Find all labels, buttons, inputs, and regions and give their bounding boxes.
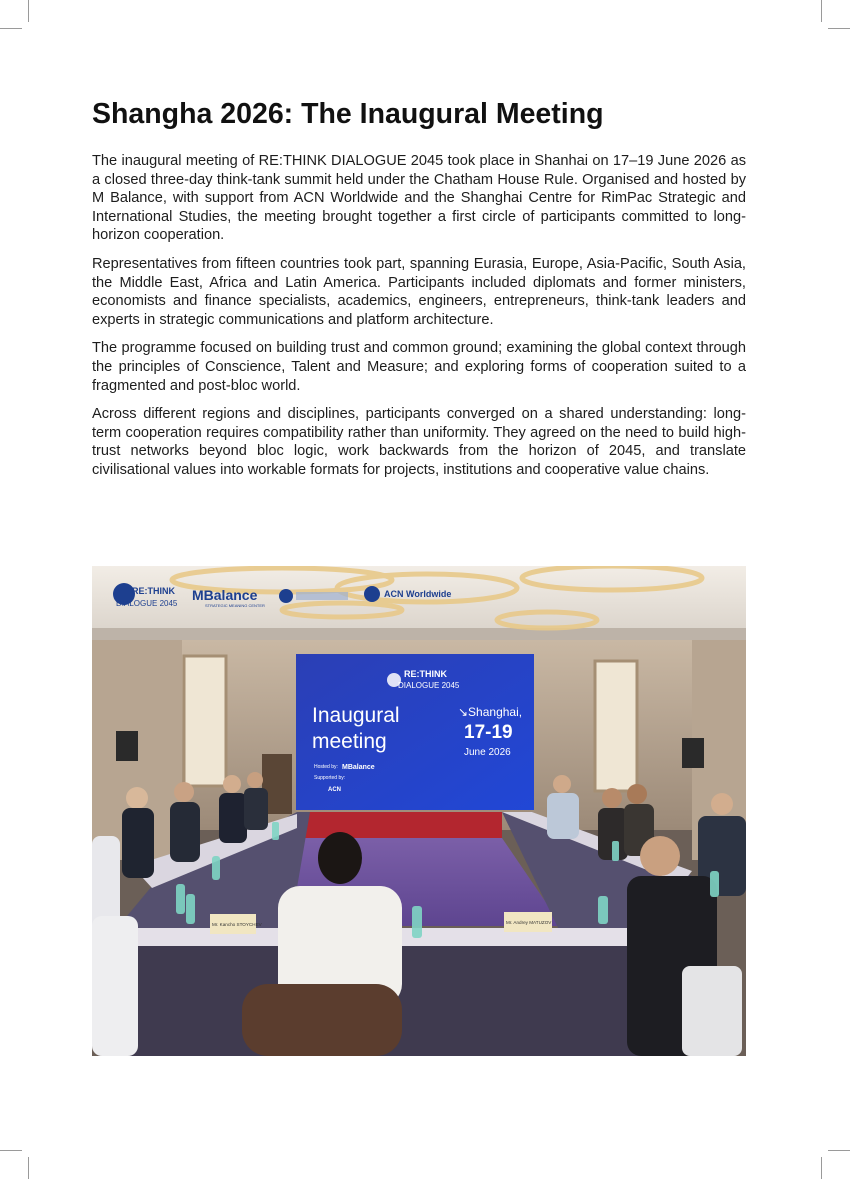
- crop-mark-top-right-vertical: [821, 0, 822, 22]
- partner-logo-text-block: [296, 592, 348, 600]
- paragraph-intro: The inaugural meeting of RE:THINK DIALOGUE 2045 took place in Shanhai on 17–19 June 2026 as a closed three-day think-tank summit held under the Chatham House Rule. Organised and hosted by M Balance, with support from ACN Worldwide and the Shanghai Centre for RimPac Strategic and International Studies, the meeting brought together a first circle of participants committed to long-horizon cooperation.: [92, 153, 746, 244]
- table-front-top: [112, 928, 702, 946]
- acn-logo-mark: [364, 586, 380, 602]
- crop-mark-top-left-horizontal: [0, 28, 22, 29]
- logo-dialogue: DIALOGUE 2045: [116, 599, 178, 608]
- screen-hosted-name: MBalance: [342, 764, 375, 771]
- nameplate-left-text: Mr. Kancho STOYCHEV: [212, 922, 262, 927]
- nameplate-right-text: Mr. Andrey MATUZOV: [506, 920, 552, 925]
- screen-city: ↘Shanghai,: [458, 705, 523, 719]
- screen-supported-name: ACN: [328, 787, 341, 793]
- screen-month: June 2026: [464, 747, 511, 758]
- light-column-left: [184, 656, 226, 786]
- meeting-photo: [92, 566, 746, 1056]
- logo-mbalance-sub: STRATEGIC MEANING CENTER: [205, 603, 265, 608]
- speaker-left: [116, 731, 138, 761]
- screen-hosted-by: Hosted by:: [314, 764, 338, 770]
- crop-mark-top-left-vertical: [28, 0, 29, 22]
- ceiling-vent: [92, 628, 746, 640]
- screen-logo-top: RE:THINK: [404, 669, 447, 679]
- paragraph-conclusions: Across different regions and disciplines, participants converged on a shared understanding: long-term cooperation requires compatibility rather than uniformity. They agreed on the need to build high-trust networks beyond bloc logic, work backwards from the horizon of 2045, and translate civilisational values into workable formats for projects, institutions and cooperative value chains.: [92, 406, 746, 478]
- screen-supported-by: Supported by:: [314, 775, 346, 781]
- crop-mark-bottom-right-horizontal: [828, 1150, 850, 1151]
- paragraph-participants: Representatives from fifteen countries took part, spanning Eurasia, Europe, Asia-Pacific, South Asia, the Middle East, Africa and Latin America. Participants included diplomats and former ministers, economists and finance specialists, academics, engineers, entrepreneurs, think-tank leaders and experts in strategic communications and platform architecture.: [92, 255, 746, 328]
- logo-mbalance: MBalance: [192, 587, 258, 603]
- stage-skirt: [297, 812, 502, 838]
- crop-mark-bottom-right-vertical: [821, 1157, 822, 1179]
- light-column-right: [595, 661, 637, 791]
- logo-acn: ACN Worldwide: [384, 589, 452, 599]
- logo-rethink: RE:THINK: [132, 586, 175, 596]
- table-front: [112, 936, 702, 1056]
- speaker-right: [682, 738, 704, 768]
- screen-headline-2: meeting: [312, 730, 387, 753]
- page-title: Shangha 2026: The Inaugural Meeting: [92, 98, 604, 130]
- partner-logo-mark: [279, 589, 293, 603]
- screen-headline-1: Inaugural: [312, 704, 400, 727]
- paragraph-programme: The programme focused on building trust and common ground; examining the global context through the principles of Conscience, Talent and Measure; and exploring forms of cooperation suited to a fragmented and post-bloc world.: [92, 340, 746, 394]
- article-body: [92, 152, 746, 490]
- crop-mark-top-right-horizontal: [828, 28, 850, 29]
- screen-dates: 17-19: [464, 722, 513, 743]
- screen-logo-bottom: DIALOGUE 2045: [398, 681, 460, 690]
- crop-mark-bottom-left-vertical: [28, 1157, 29, 1179]
- crop-mark-bottom-left-horizontal: [0, 1150, 22, 1151]
